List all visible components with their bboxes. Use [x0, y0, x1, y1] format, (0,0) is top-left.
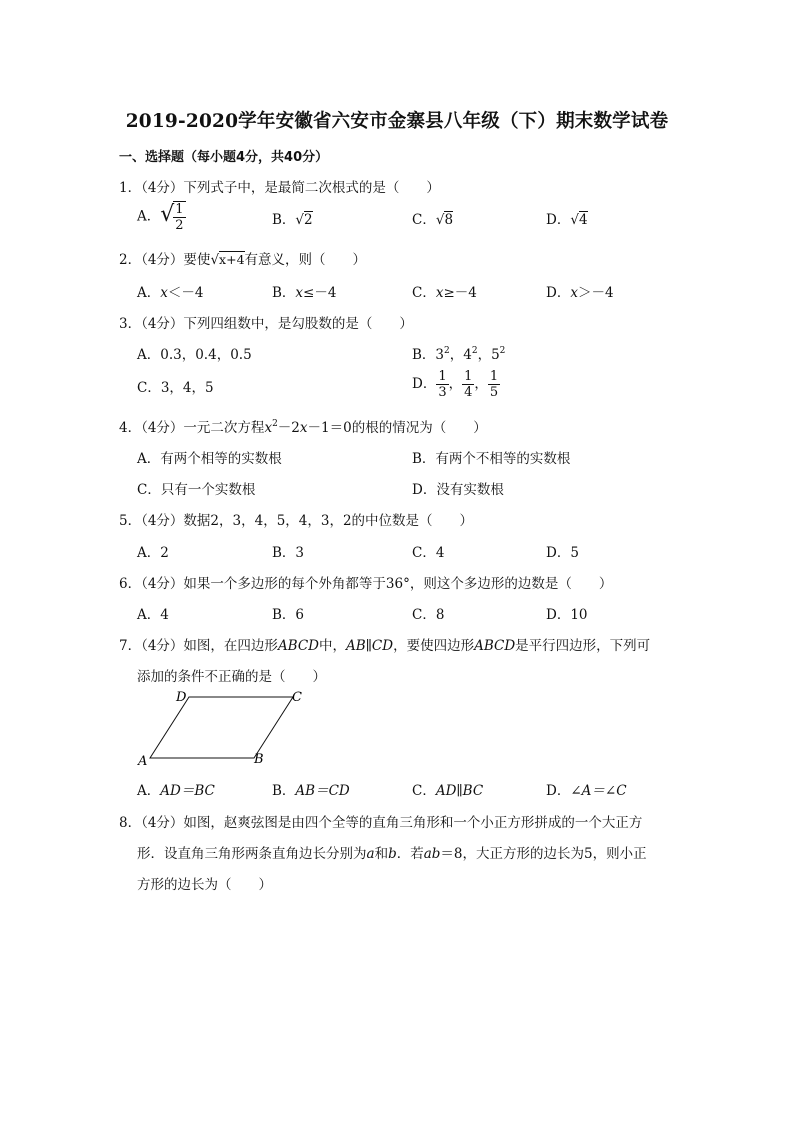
q2-option-b: B．x≤－4: [272, 285, 337, 301]
q4-option-c: C．只有一个实数根: [137, 482, 256, 498]
vertex-label-c: C: [292, 690, 302, 705]
question-1-stem: 1．（4分）下列式子中，是最简二次根式的是（ ）: [119, 180, 440, 196]
q5-option-c: C．4: [412, 545, 445, 561]
q4-option-d: D．没有实数根: [412, 482, 504, 498]
question-4-stem: 4．（4分）一元二次方程$x^2-2x-1=0$的根的情况为（ ）: [119, 419, 487, 436]
q1-option-b: B．√2: [272, 212, 313, 228]
q6-option-c: C．8: [412, 607, 445, 623]
page-title: 2019-2020学年安徽省六安市金寨县八年级（下）期末数学试卷: [125, 111, 669, 132]
q2-option-c: C．x≥－4: [412, 285, 477, 301]
q2-option-d: D．x＞－4: [546, 285, 614, 301]
q5-option-a: A．2: [137, 545, 169, 561]
question-6-stem: 6．（4分）如果一个多边形的每个外角都等于36°，则这个多边形的边数是（ ）: [119, 576, 613, 592]
q7-option-d: D．∠A＝∠C: [546, 783, 627, 799]
question-8-line-2: 形．设直角三角形两条直角边长分别为a和b．若ab＝8，大正方形的边长为5，则小正: [137, 846, 647, 862]
q2-option-a: A．x＜－4: [137, 285, 204, 301]
q7-option-b: B．AB＝CD: [272, 783, 350, 799]
q6-option-b: B．6: [272, 607, 305, 623]
vertex-label-b: B: [254, 752, 264, 767]
q3-option-b: B．$3^2$，$4^2$，$5^2$: [412, 346, 506, 363]
q5-option-b: B．3: [272, 545, 305, 561]
question-8-line-1: 8．（4分）如图，赵爽弦图是由四个全等的直角三角形和一个小正方形拼成的一个大正方: [119, 815, 643, 831]
q6-option-d: D．10: [546, 607, 588, 623]
vertex-label-d: D: [176, 690, 187, 705]
section-heading: 一、选择题（每小题4分，共40分）: [119, 150, 329, 165]
question-7-line-1: 7．（4分）如图，在四边形ABCD中，AB∥CD，要使四边形ABCD是平行四边形，下列可: [119, 638, 651, 654]
q3-option-a: A．0.3，0.4，0.5: [137, 347, 252, 363]
parallelogram-shape: [150, 697, 293, 758]
question-7-line-2: 添加的条件不正确的是（ ）: [137, 669, 326, 685]
question-2-stem: 2．（4分）要使√x+4有意义，则（ ）: [119, 252, 367, 268]
q4-option-a: A．有两个相等的实数根: [137, 451, 282, 467]
q3-option-d: D． $\frac{1}{3}$ ， $\frac{1}{4}$ ， $\frac{1}{5}$: [412, 369, 499, 400]
vertex-label-a: A: [138, 754, 148, 768]
question-8-line-3: 方形的边长为（ ）: [137, 877, 272, 893]
parallelogram-figure: [130, 686, 320, 768]
q1-option-a: A．√ $\frac{1}{2}$: [137, 201, 184, 233]
q1-option-c: C．√8: [412, 212, 454, 228]
q1-option-d: D．√4: [546, 212, 588, 228]
question-5-stem: 5．（4分）数据2，3，4，5，4，3，2的中位数是（ ）: [119, 513, 474, 529]
q7-option-a: A．AD＝BC: [137, 783, 215, 799]
q6-option-a: A．4: [137, 607, 169, 623]
question-3-stem: 3．（4分）下列四组数中，是勾股数的是（ ）: [119, 316, 413, 332]
q7-option-c: C．AD∥BC: [412, 783, 484, 799]
q4-option-b: B．有两个不相等的实数根: [412, 451, 571, 467]
q5-option-d: D．5: [546, 545, 579, 561]
q3-option-c: C．3，4，5: [137, 380, 214, 396]
